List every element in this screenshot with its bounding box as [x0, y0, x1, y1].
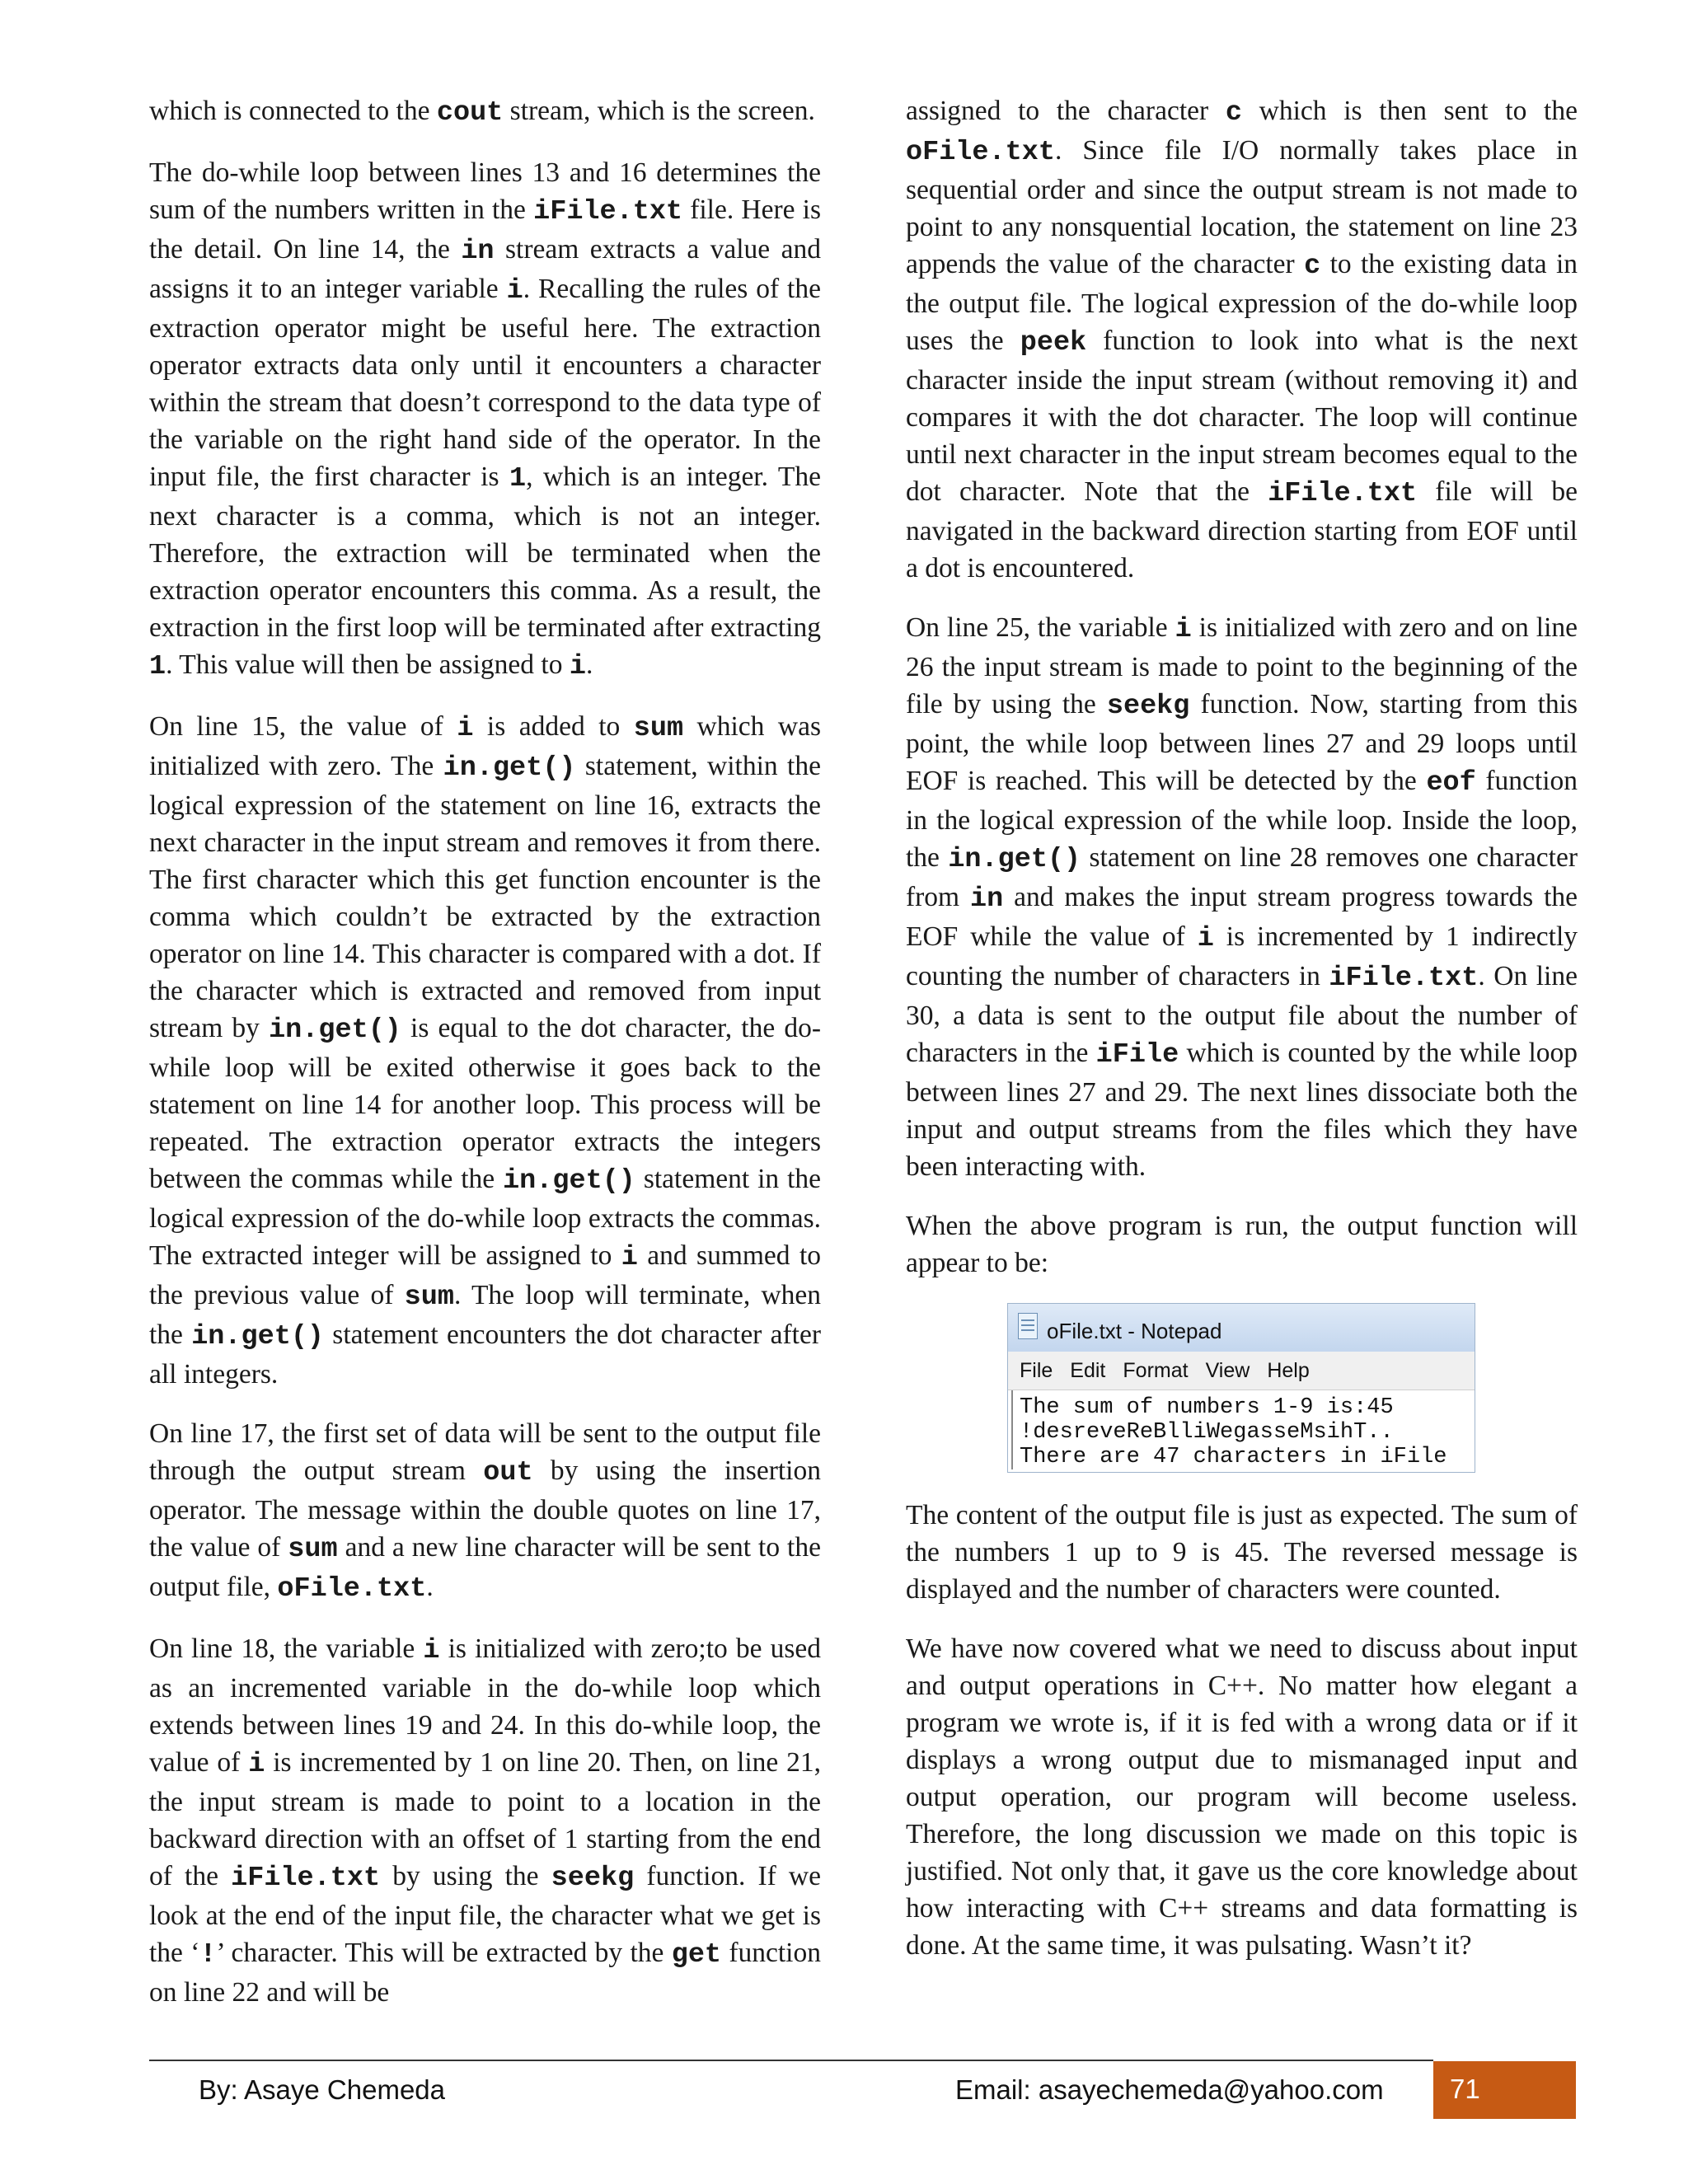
page-number-box [1433, 2061, 1576, 2119]
code-term: sum [288, 1534, 338, 1565]
code-term: in.get() [443, 752, 576, 784]
text-run: function. If we look at the end of the input file, the character what we get is the ‘ [149, 1861, 821, 1968]
paragraph [906, 609, 1578, 1185]
paragraph [149, 1630, 821, 2011]
code-term: get [671, 1939, 722, 1971]
code-term: sum [633, 713, 684, 744]
text-run: is added to [473, 711, 634, 742]
left-column [149, 92, 821, 2033]
code-term: peek [1020, 327, 1087, 359]
text-run: The content of the output file is just as expected. The sum of the numbers 1 up to 9 is 45. The reversed message is displayed and the number of characters were counted. [906, 1500, 1578, 1605]
code-term: in.get() [191, 1321, 325, 1352]
text-run: and makes the input stream progress towards the EOF while the value of [906, 882, 1578, 952]
text-run: to the existing data in the output file. The logical expression of the do-while loop uses the [906, 249, 1578, 356]
notepad-window [1008, 1304, 1475, 1472]
code-term: i [621, 1242, 638, 1273]
text-run: which was initialized with zero. The [149, 711, 822, 781]
code-term: i [248, 1749, 265, 1780]
text-run: . The loop will terminate, when the [149, 1280, 822, 1350]
text-run: which is connected to the [149, 96, 437, 126]
paragraph [149, 708, 821, 1393]
text-run: When the above program is run, the output function will appear to be: [906, 1211, 1578, 1278]
code-term: iFile.txt [1329, 963, 1479, 994]
notepad-text-area [1011, 1390, 1475, 1469]
text-run: . Since file I/O normally takes place in sequential order and since the output stream is not made to point to any nonsquential location, the statement on line 23 appends the value of the character [906, 135, 1578, 279]
text-run: . [585, 649, 593, 680]
text-run: . This value will then be assigned to [166, 649, 570, 680]
text-run: statement on line 28 removes one character from [906, 842, 1578, 912]
text-run: , which is an integer. The next character is a comma, which is not an integer. Therefore, the extraction will be terminated when the extraction operator encounters this comma. As a result, the extraction in the first loop will be terminated after extracting [149, 462, 821, 643]
notepad-menu-bar [1008, 1352, 1475, 1390]
text-run: file will be navigated in the backward direction starting from EOF until a dot is encountered. [906, 476, 1578, 583]
code-term: oFile.txt [906, 137, 1055, 168]
text-run: . [426, 1572, 434, 1602]
text-run: statement encounters the dot character after all integers. [149, 1319, 821, 1390]
code-term: i [1197, 923, 1214, 954]
output-line: There are 47 characters in iFile [1020, 1445, 1447, 1469]
code-term: i [506, 275, 523, 307]
text-run: by using the insertion operator. The message within the double quotes on line 17, the value of [149, 1455, 821, 1563]
text-run: which is then sent to the [1241, 96, 1578, 126]
text-run: is initialized with zero;to be used as an incremented variable in the do-while loop which extends between lines 19 and 24. In this do-while loop, the value of [149, 1633, 821, 1778]
code-term: in.get() [948, 844, 1081, 875]
text-run: function in the logical expression of the while loop. Inside the loop, the [906, 766, 1578, 873]
text-run: file. Here is the detail. On line 14, the [149, 194, 821, 265]
text-run: On line 25, the variable [906, 612, 1175, 643]
text-run: and summed to the previous value of [149, 1240, 822, 1310]
footer-divider [149, 2060, 1433, 2061]
text-run: function to look into what is the next character inside the input stream (without removing it) and compares it with the dot character. The loop will continue until next character in the input stream becomes equal to the dot character. Note that the [906, 326, 1578, 507]
text-run: The do-while loop between lines 13 and 16 determines the sum of the numbers written in the [149, 157, 821, 225]
right-column [906, 92, 1578, 1986]
menu-item-format: Format [1123, 1358, 1189, 1382]
footer-author: By: Asaye Chemeda [199, 2074, 445, 2105]
paragraph [906, 1630, 1578, 1964]
text-run: On line 15, the value of [149, 711, 457, 742]
code-term: c [1304, 251, 1321, 282]
code-term: 1 [149, 651, 166, 682]
text-run: which is counted by the while loop between lines 27 and 29. The next lines dissociate both the input and output streams from the files which they have been interacting with. [906, 1038, 1578, 1182]
text-run: statement in the logical expression of the do-while loop extracts the commas. The extracted integer will be assigned to [149, 1164, 821, 1271]
text-run: is incremented by 1 indirectly counting the number of characters in [906, 921, 1578, 991]
text-run: . Recalling the rules of the extraction operator might be useful here. The extraction operator extracts data only until it encounters a character within the stream that doesn’t correspond to the data type of the variable on the right hand side of the operator. In the input file, the first character is [149, 274, 821, 492]
paragraph [149, 92, 821, 132]
text-run: function. Now, starting from this point, the while loop between lines 27 and 29 loops until EOF is reached. This will be detected by the [906, 689, 1578, 796]
text-run: stream, which is the screen. [503, 96, 815, 126]
footer-email: Email: asayechemeda@yahoo.com [955, 2074, 1384, 2105]
paragraph [149, 1415, 821, 1608]
text-run: and a new line character will be sent to the output file, [149, 1532, 821, 1602]
notepad-title-bar [1008, 1304, 1475, 1352]
code-term: iFile.txt [1268, 478, 1418, 509]
menu-item-file: File [1020, 1358, 1053, 1382]
code-term: oFile.txt [277, 1573, 427, 1605]
text-run: statement, within the logical expression of the statement on line 16, extracts the next character in the input stream and removes it from there. The first character which this get function encounter is the comma which couldn’t be extracted by the extraction operator on line 14. This character is compared with a dot. If the character which is extracted and removed from input stream by [149, 751, 821, 1043]
menu-item-view: View [1205, 1358, 1250, 1382]
code-term: 1 [509, 463, 527, 494]
text-run: On line 18, the variable [149, 1633, 424, 1664]
text-run: by using the [380, 1861, 551, 1891]
code-term: iFile [1095, 1039, 1179, 1071]
output-line: !desreveReBlliWegasseMsihT.. [1020, 1420, 1394, 1445]
code-term: sum [404, 1282, 454, 1313]
text-run: function on line 22 and will be [149, 1938, 821, 2008]
text-run: assigned to the character [906, 96, 1226, 126]
text-run: stream extracts a value and assigns it to an integer variable [149, 234, 821, 304]
code-term: iFile.txt [533, 196, 683, 227]
text-run: is incremented by 1 on line 20. Then, on line 21, the input stream is made to point to a location in the backward direction with an offset of 1 starting from the end of the [149, 1747, 821, 1891]
code-term: out [483, 1457, 533, 1488]
code-term: iFile.txt [231, 1863, 381, 1894]
code-term: eof [1426, 767, 1476, 799]
code-term: in.get() [269, 1015, 401, 1046]
code-term: i [457, 713, 474, 744]
code-term: in [461, 236, 495, 267]
code-term: c [1225, 97, 1242, 129]
code-term: i [1175, 614, 1192, 645]
code-term: in.get() [503, 1165, 635, 1197]
code-term: ! [199, 1939, 217, 1971]
paragraph [906, 1497, 1578, 1608]
text-run: . On line 30, a data is sent to the output file about the number of characters in the [906, 961, 1578, 1068]
menu-item-edit: Edit [1070, 1358, 1106, 1382]
menu-item-help: Help [1267, 1358, 1310, 1382]
paragraph [906, 92, 1578, 587]
paragraph [906, 1207, 1578, 1282]
page-number: 71 [1450, 2074, 1480, 2104]
output-line: The sum of numbers 1-9 is:45 [1020, 1395, 1394, 1420]
paragraph [149, 154, 821, 686]
notepad-title: oFile.txt - Notepad [1047, 1319, 1222, 1343]
text-run: is equal to the dot character, the do-while loop will be exited otherwise it goes back to the statement on line 14 for another loop. This process will be repeated. The extraction operator extracts the integers between the commas while the [149, 1013, 822, 1194]
code-term: seekg [551, 1863, 635, 1894]
code-term: i [423, 1635, 440, 1666]
code-term: seekg [1106, 691, 1190, 722]
code-term: cout [436, 97, 504, 129]
code-term: in [970, 883, 1004, 915]
text-run: ’ character. This will be extracted by the [216, 1938, 672, 1968]
text-run: On line 17, the first set of data will be sent to the output file through the output stream [149, 1418, 821, 1486]
notepad-screenshot-figure [906, 1304, 1578, 1472]
notepad-icon [1018, 1313, 1038, 1339]
code-term: i [569, 651, 586, 682]
text-run: is initialized with zero and on line 26 the input stream is made to point to the beginning of the file by using the [906, 612, 1578, 719]
text-run: We have now covered what we need to discuss about input and output operations in C++. No matter how elegant a program we wrote is, if it is fed with a wrong data or if it displays a wrong output due to mismanaged input and output operation, our program will become useless. Therefore, the long discussion we made on this topic is justified. Not only that, it gave us the core knowledge about how interacting with C++ streams and data formatting is done. At the same time, it was pulsating. Wasn’t it? [906, 1633, 1578, 1961]
